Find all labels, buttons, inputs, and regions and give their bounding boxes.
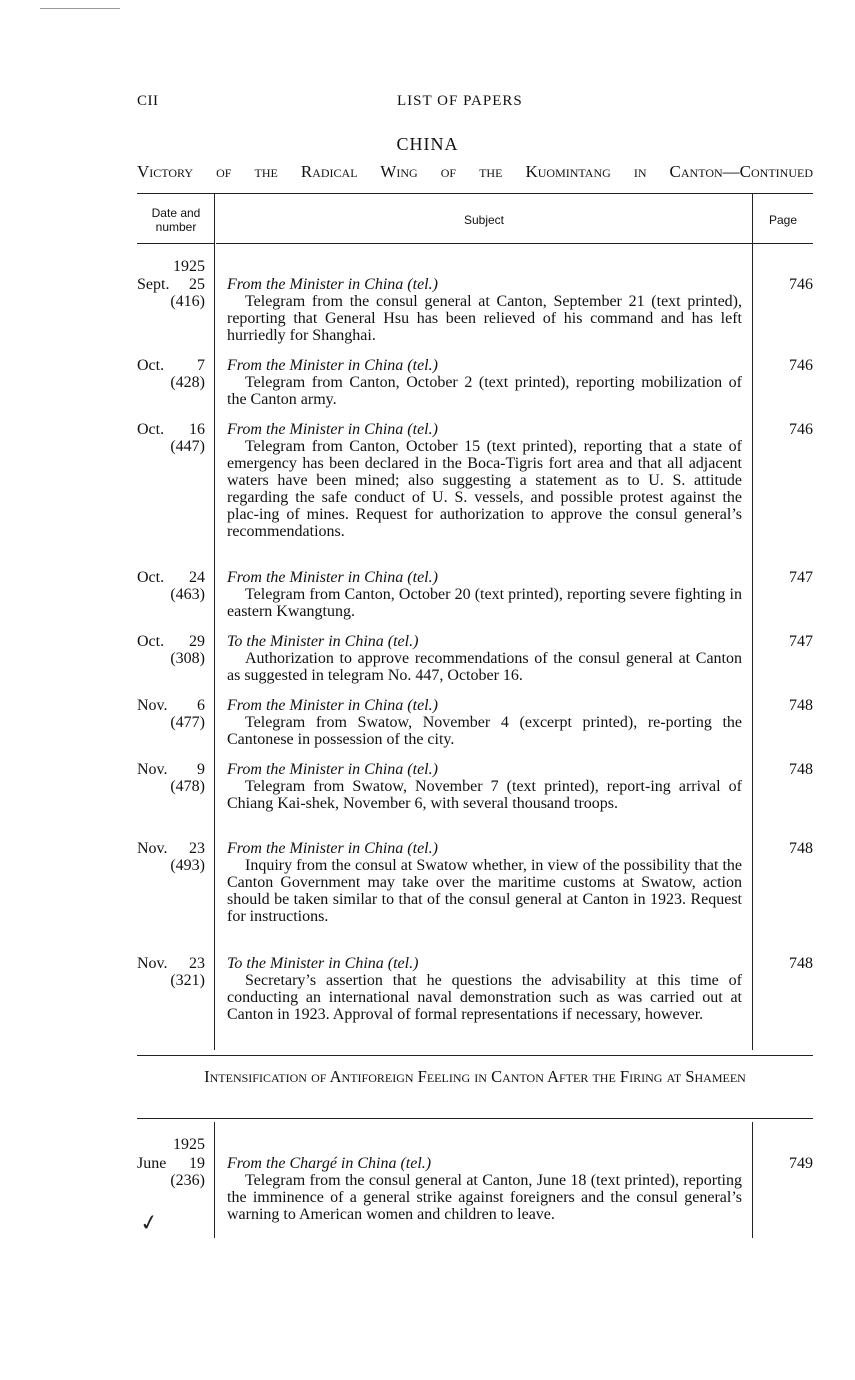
entry-page: 748: [789, 697, 813, 714]
entry-text: Telegram from Swatow, November 7 (text printed), report-ing arrival of Chiang Kai-shek, November 6, with several thousand troops.: [227, 778, 742, 812]
entry-heading: To the Minister in China (tel.): [227, 633, 419, 650]
entry-page: 749: [789, 1155, 813, 1172]
entry-month: Nov.: [137, 697, 168, 714]
column-divider: [214, 1122, 215, 1238]
column-header-date: Date and number: [151, 206, 201, 234]
entry-subject: [227, 697, 742, 748]
entry-heading: To the Minister in China (tel.): [227, 955, 419, 972]
entry-subject: [227, 357, 742, 408]
entry-number: (308): [170, 650, 205, 667]
entry-subject: [227, 633, 742, 684]
entry-number: (416): [170, 293, 205, 310]
entry-day: 7: [197, 357, 205, 374]
entry-month: Nov.: [137, 761, 168, 778]
entry-page: 746: [789, 276, 813, 293]
entry-heading: From the Minister in China (tel.): [227, 697, 438, 714]
entry-date: [137, 840, 205, 874]
entry-subject: [227, 276, 742, 344]
running-head: LIST OF PAPERS: [397, 93, 523, 109]
entry-number: (428): [170, 374, 205, 391]
page-edge-mark: [40, 8, 120, 9]
entry-number: (447): [170, 438, 205, 455]
entry-text: Authorization to approve recommendations of the consul general at Canton as suggested in telegram No. 447, October 16.: [227, 650, 742, 684]
entry-date: [137, 276, 205, 310]
entry-month: Nov.: [137, 955, 168, 972]
entry-date: [137, 697, 205, 731]
header-rule-page: [753, 243, 813, 244]
entry-text: Telegram from Canton, October 20 (text printed), reporting severe fighting in eastern Kwangtung.: [227, 586, 742, 620]
table-top-rule: [137, 193, 813, 194]
entry-heading: From the Minister in China (tel.): [227, 276, 438, 293]
entry-month: Oct.: [137, 569, 165, 586]
entry-page: 748: [789, 840, 813, 857]
entry-heading: From the Minister in China (tel.): [227, 761, 438, 778]
entry-month: Sept.: [137, 276, 170, 293]
entry-number: (478): [170, 778, 205, 795]
entry-text: Inquiry from the consul at Swatow whether, in view of the possibility that the Canton Government may take over the maritime customs at Swatow, action should be taken similar to that of the consul general at Canton in 1923. Request for instructions.: [227, 857, 742, 925]
entry-page: 748: [789, 761, 813, 778]
column-divider: [214, 194, 215, 1050]
entry-page: 747: [789, 569, 813, 586]
year-label: 1925: [173, 258, 205, 275]
entry-day: 23: [189, 840, 205, 857]
entry-day: 29: [189, 633, 205, 650]
entry-page: 746: [789, 357, 813, 374]
section-title: Intensification of Antiforeign Feeling in Canton After the Firing at Shameen: [204, 1067, 746, 1086]
entry-subject: [227, 421, 742, 540]
entry-date: [137, 1155, 205, 1189]
entry-subject: [227, 569, 742, 620]
entry-heading: From the Minister in China (tel.): [227, 840, 438, 857]
entry-date: [137, 761, 205, 795]
entry-day: 23: [189, 955, 205, 972]
entry-day: 24: [189, 569, 205, 586]
entry-month: June: [137, 1155, 167, 1172]
entry-day: 25: [189, 276, 205, 293]
entry-heading: From the Minister in China (tel.): [227, 421, 438, 438]
entry-page: 748: [789, 955, 813, 972]
pencil-check-mark-icon: ✓: [137, 1208, 161, 1237]
entry-heading: From the Minister in China (tel.): [227, 357, 438, 374]
entry-page: 746: [789, 421, 813, 438]
entry-date: [137, 633, 205, 667]
entry-text: Secretary’s assertion that he questions the advisability at this time of conducting an international naval demonstration such as was carried out at Canton in 1923. Approval of formal representations if necessary, however.: [227, 972, 742, 1023]
entry-date: [137, 421, 205, 455]
entry-subject: [227, 761, 742, 812]
column-divider: [752, 194, 753, 1050]
year-label: 1925: [173, 1136, 205, 1153]
entry-day: 9: [197, 761, 205, 778]
entry-page: 747: [789, 633, 813, 650]
entry-subject: [227, 1155, 742, 1223]
entry-text: Telegram from Canton, October 15 (text printed), reporting that a state of emergency has been declared in the Boca-Tigris fort area and that all adjacent waters have been mined; also suggesting a statement as to U. S. attitude regarding the safe conduct of U. S. vessels, and possible protest against the plac-ing of mines. Request for authorization to approve the consul general’s recommendations.: [227, 438, 742, 540]
entry-date: [137, 357, 205, 391]
entry-heading: From the Minister in China (tel.): [227, 569, 438, 586]
country-heading: CHINA: [396, 134, 459, 154]
entry-text: Telegram from the consul general at Canton, September 21 (text printed), reporting that General Hsu has been relieved of his command and has left hurriedly for Shanghai.: [227, 293, 742, 344]
table-top-rule: [137, 1118, 813, 1119]
entry-day: 16: [189, 421, 205, 438]
entry-text: Telegram from the consul general at Canton, June 18 (text printed), reporting the imminence of a general strike against foreigners and the consul general’s warning to American women and children to leave.: [227, 1172, 742, 1223]
entry-heading: From the Chargé in China (tel.): [227, 1155, 432, 1172]
entry-text: Telegram from Canton, October 2 (text printed), reporting mobilization of the Canton army.: [227, 374, 742, 408]
header-rule-date: [137, 243, 215, 244]
entry-number: (463): [170, 586, 205, 603]
section-title: Victory of the Radical Wing of the Kuomintang in Canton—Continued: [137, 162, 813, 181]
column-header-subject: Subject: [463, 213, 505, 227]
entry-number: (477): [170, 714, 205, 731]
entry-number: (236): [170, 1172, 205, 1189]
entry-day: 19: [189, 1155, 205, 1172]
entry-month: Oct.: [137, 633, 165, 650]
entry-text: Telegram from Swatow, November 4 (excerpt printed), re-porting the Cantonese in possession of the city.: [227, 714, 742, 748]
entry-date: [137, 569, 205, 603]
column-header-page: Page: [768, 213, 798, 227]
entry-month: Nov.: [137, 840, 168, 857]
entry-month: Oct.: [137, 357, 165, 374]
folio: CII: [137, 93, 159, 109]
entry-date: [137, 955, 205, 989]
entry-day: 6: [197, 697, 205, 714]
column-divider: [752, 1122, 753, 1238]
entry-number: (321): [170, 972, 205, 989]
entry-number: (493): [170, 857, 205, 874]
table-bottom-rule: [137, 1055, 813, 1056]
entry-subject: [227, 840, 742, 925]
header-rule-subject: [216, 243, 752, 244]
entry-month: Oct.: [137, 421, 165, 438]
entry-subject: [227, 955, 742, 1023]
